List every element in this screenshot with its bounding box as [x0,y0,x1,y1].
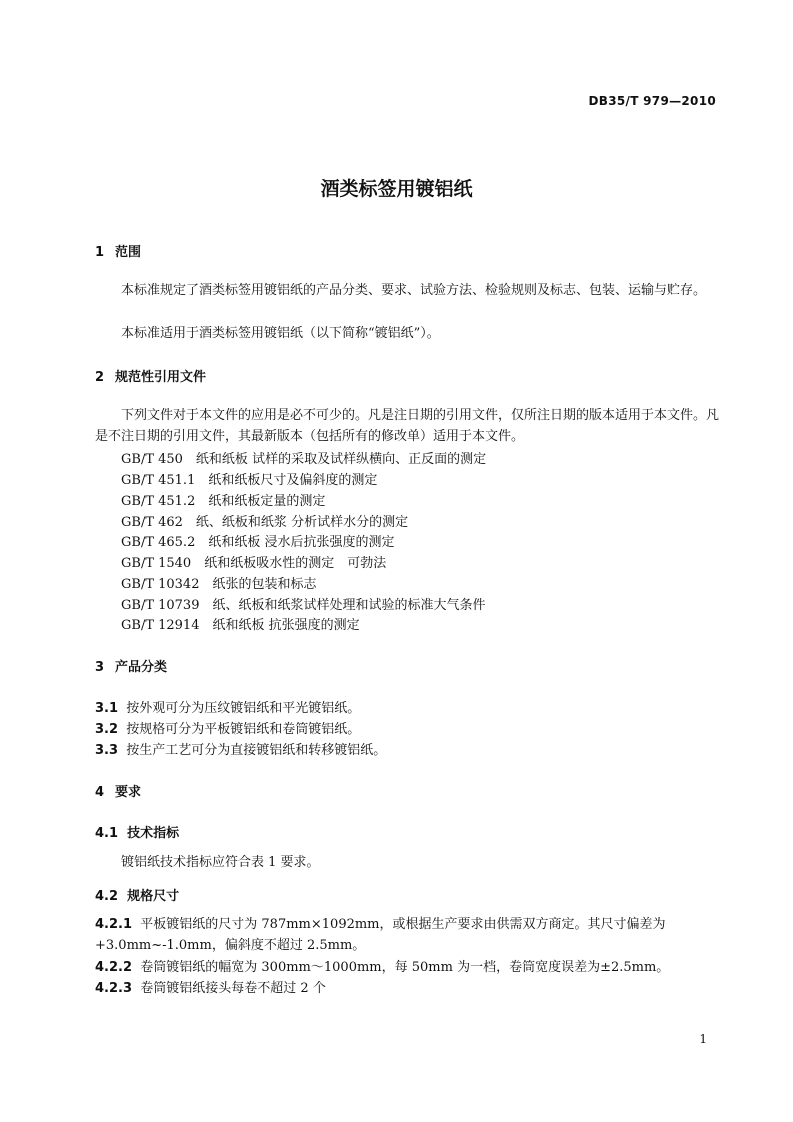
section-2-number: 2 [95,370,105,385]
clause-number: 3.3 [95,743,119,758]
document-code: DB35/T 979—2010 [588,94,716,108]
clause-number: 4.2.1 [95,917,133,932]
clause-number: 3.2 [95,722,119,737]
classification-item [95,739,386,758]
subsection-title: 规格尺寸 [127,889,180,904]
subsection-4-2-heading [95,885,179,904]
section-2-heading [95,366,206,385]
clause-text: 平板镀铝纸的尺寸为 787mm×1092mm，或根据生产要求由供需双方商定。其尺寸偏差为+3.0mm~-1.0mm，偏斜度不超过 2.5mm。 [95,917,666,953]
subsection-title: 技术指标 [127,826,180,841]
section-1-heading [95,241,141,260]
clause-text: 按规格可分为平板镀铝纸和卷筒镀铝纸。 [126,722,361,737]
reference-item: GB/T 462 纸、纸板和纸浆 分析试样水分的测定 [121,515,409,530]
section-4-title: 要求 [115,785,142,800]
clause-number: 4.2.2 [95,960,133,975]
classification-item [95,718,360,737]
clause-number: 4.2.3 [95,981,133,996]
section-2-title: 规范性引用文件 [115,370,207,385]
section-1-paragraph-2: 本标准适用于酒类标签用镀铝纸（以下简称“镀铝纸”）。 [121,326,440,341]
clause-4-2-2 [95,956,669,975]
reference-item: GB/T 451.1 纸和纸板尺寸及偏斜度的测定 [121,473,378,488]
clause-4-2-1 [95,914,720,956]
clause-text: 卷筒镀铝纸接头每卷不超过 2 个 [140,981,326,996]
classification-item [95,697,360,716]
section-1-number: 1 [95,245,105,260]
clause-text: 卷筒镀铝纸的幅宽为 300mm～1000mm，每 50mm 为一档，卷筒宽度误差为±2.5mm。 [140,960,670,975]
section-1-title: 范围 [115,245,142,260]
subsection-number: 4.2 [95,889,119,904]
reference-item: GB/T 465.2 纸和纸板 浸水后抗张强度的测定 [121,535,395,550]
section-2-intro: 下列文件对于本文件的应用是必不可少的。凡是注日期的引用文件，仅所注日期的版本适用于本文件。凡是不注日期的引用文件，其最新版本（包括所有的修改单）适用于本文件。 [95,408,720,444]
clause-text: 按外观可分为压纹镀铝纸和平光镀铝纸。 [126,701,361,716]
document-title: 酒类标签用镀铝纸 [320,178,473,200]
reference-item: GB/T 12914 纸和纸板 抗张强度的测定 [121,618,360,633]
reference-item: GB/T 450 纸和纸板 试样的采取及试样纵横向、正反面的测定 [121,452,487,467]
subsection-4-1-heading [95,822,179,841]
subsection-4-1-text: 镀铝纸技术指标应符合表 1 要求。 [121,855,320,870]
clause-number: 3.1 [95,701,119,716]
subsection-number: 4.1 [95,826,119,841]
section-3-heading [95,656,167,675]
section-4-number: 4 [95,785,105,800]
clause-text: 按生产工艺可分为直接镀铝纸和转移镀铝纸。 [126,743,387,758]
reference-item: GB/T 10739 纸、纸板和纸浆试样处理和试验的标准大气条件 [121,598,486,613]
section-3-number: 3 [95,660,105,675]
reference-item: GB/T 10342 纸张的包装和标志 [121,577,317,592]
reference-item: GB/T 451.2 纸和纸板定量的测定 [121,494,326,509]
section-1-paragraph-1: 本标准规定了酒类标签用镀铝纸的产品分类、要求、试验方法、检验规则及标志、包装、运输与贮存。 [121,283,707,298]
reference-item: GB/T 1540 纸和纸板吸水性的测定 可勃法 [121,556,387,571]
section-3-title: 产品分类 [115,660,168,675]
page-number: 1 [699,1032,707,1046]
clause-4-2-3 [95,977,326,996]
section-4-heading [95,781,141,800]
